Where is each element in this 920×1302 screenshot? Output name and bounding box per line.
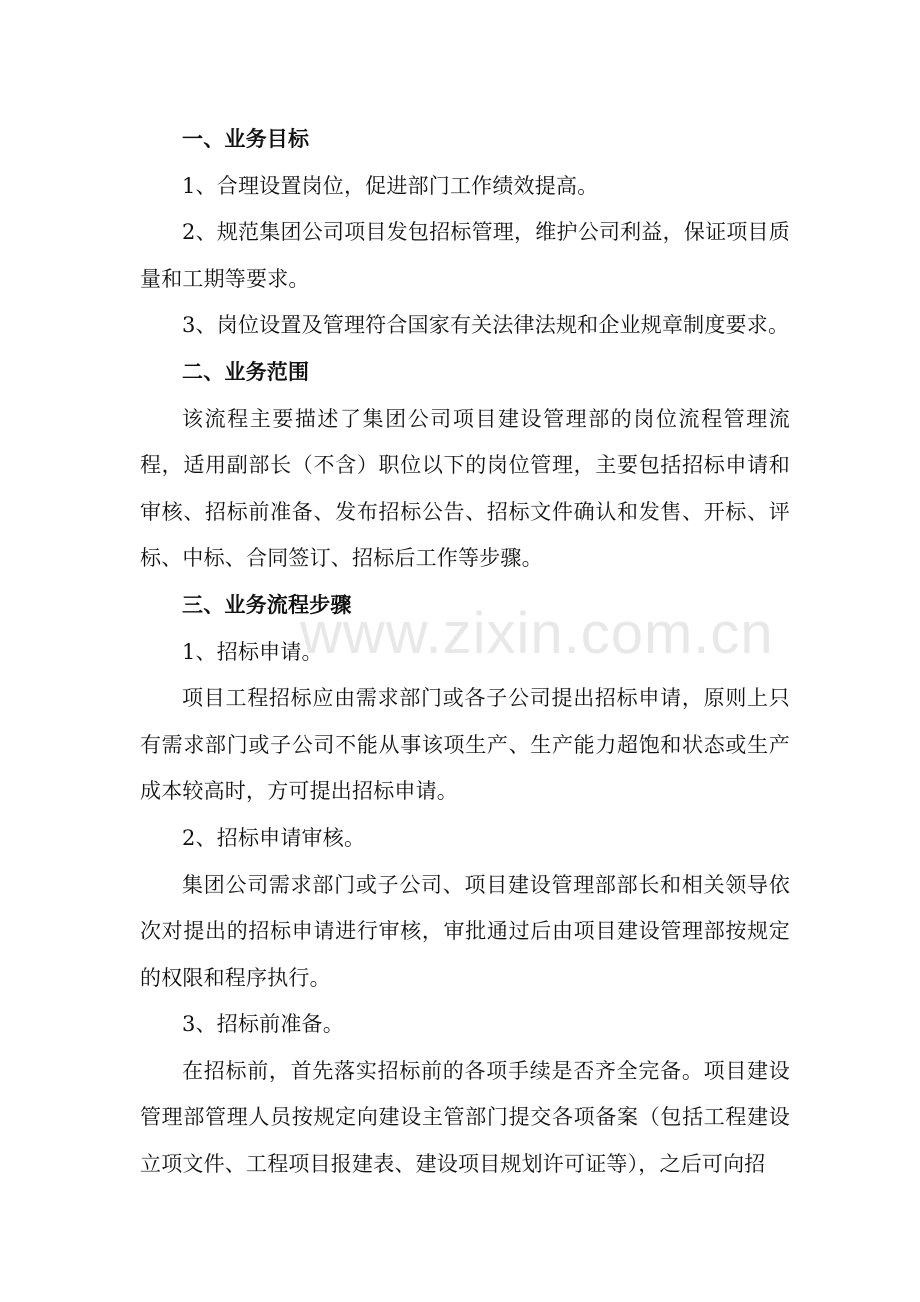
section-heading-business-goals: 一、业务目标 [182,126,310,151]
document-body [140,116,790,1188]
section-heading-process-steps: 三、业务流程步骤 [182,591,352,617]
paragraph-goal-1: 1、合理设置岗位，促进部门工作绩效提高。 [182,173,599,198]
watermark-text: www.zixin.com.cn [300,601,774,666]
paragraph-goal-3: 3、岗位设置及管理符合国家有关法律法规和企业规章制度要求。 [182,313,790,338]
paragraph-bid-application: 项目工程招标应由需求部门或各子公司提出招标申请，原则上只有需求部门或子公司不能从事该项生产、生产能力超饱和状态或生产成本较高时，方可提出招标申请。 [140,686,790,804]
paragraph-scope: 该流程主要描述了集团公司项目建设管理部的岗位流程管理流程，适用副部长（不含）职位以下的岗位管理，主要包括招标申请和审核、招标前准备、发布招标公告、招标文件确认和发售、开标、评标、中标、合同签订、招标后工作等步骤。 [140,406,790,571]
step-heading-application-review: 2、招标申请审核。 [182,825,366,850]
step-heading-bid-application: 1、招标申请。 [182,639,323,664]
paragraph-goal-2: 2、规范集团公司项目发包招标管理，维护公司利益，保证项目质量和工期等要求。 [140,220,790,291]
paragraph-application-review: 集团公司需求部门或子公司、项目建设管理部部长和相关领导依次对提出的招标申请进行审核，审批通过后由项目建设管理部按规定的权限和程序执行。 [140,872,790,990]
step-heading-pre-bid-preparation: 3、招标前准备。 [182,1012,344,1037]
section-heading-business-scope: 二、业务范围 [182,358,310,384]
paragraph-pre-bid-preparation: 在招标前，首先落实招标前的各项手续是否齐全完备。项目建设管理部管理人员按规定向建设主管部门提交各项备案（包括工程建设立项文件、工程项目报建表、建设项目规划许可证等），之后可向招 [140,1058,790,1177]
